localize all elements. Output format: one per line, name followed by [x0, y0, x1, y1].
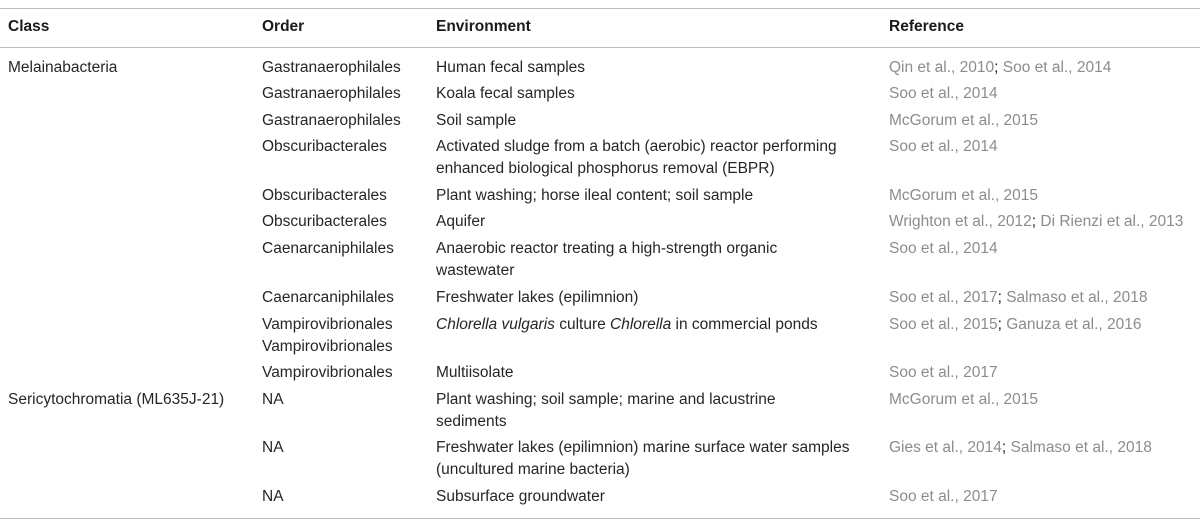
cell-order: Obscuribacterales: [262, 213, 387, 230]
cell-order: NA: [262, 439, 284, 456]
reference-link[interactable]: Salmaso et al., 2018: [1006, 289, 1148, 306]
reference-link[interactable]: McGorum et al., 2015: [889, 187, 1039, 204]
cell-reference: [889, 110, 1200, 132]
table-header-row: [0, 8, 1200, 47]
table-bottom-rule: [0, 518, 1200, 519]
cell-order: Caenarcaniphilales: [262, 240, 394, 257]
cell-reference: [889, 389, 1200, 411]
cell-environment: Koala fecal samples: [436, 85, 575, 102]
reference-link[interactable]: Soo et al., 2017: [889, 364, 998, 381]
reference-link[interactable]: Qin et al., 2010: [889, 59, 995, 76]
header-environment: Environment: [436, 18, 531, 35]
cell-order: Caenarcaniphilales: [262, 289, 394, 306]
reference-link[interactable]: McGorum et al., 2015: [889, 391, 1039, 408]
cell-environment: Plant washing; horse ileal content; soil sample: [436, 187, 754, 204]
header-reference: Reference: [889, 18, 964, 35]
cell-reference: [889, 486, 1200, 508]
cell-order: Gastranaerophilales: [262, 112, 401, 129]
cell-environment: Chlorella vulgaris culture Chlorella in commercial ponds: [436, 316, 818, 333]
cell-order: Obscuribacterales: [262, 187, 387, 204]
cell-reference: Qin et al., 2010; Soo et al., 2014: [889, 59, 1112, 76]
cell-environment: Subsurface groundwater: [436, 488, 605, 505]
cell-environment: Activated sludge from a batch (aerobic) reactor performing enhanced biological phosphorus removal (EBPR): [436, 138, 837, 177]
cell-order: Vampirovibrionales Vampirovibrionales: [262, 316, 393, 355]
reference-link[interactable]: Soo et al., 2014: [1002, 59, 1112, 76]
cell-order: Obscuribacterales: [262, 138, 387, 155]
cell-reference: Soo et al., 2017; Salmaso et al., 2018: [889, 289, 1148, 306]
cell-order: Gastranaerophilales: [262, 85, 401, 102]
cell-reference: [889, 362, 1200, 384]
reference-link[interactable]: Soo et al., 2017: [889, 488, 998, 505]
cell-reference: [889, 83, 1200, 105]
cell-reference: [889, 185, 1200, 207]
reference-link[interactable]: Di Rienzi et al., 2013: [1040, 213, 1184, 230]
cell-environment: Freshwater lakes (epilimnion) marine surface water samples (uncultured marine bacteria): [436, 439, 850, 478]
cell-environment: Plant washing; soil sample; marine and lacustrine sediments: [436, 391, 776, 430]
cell-reference: [889, 136, 1200, 158]
reference-link[interactable]: Gies et al., 2014: [889, 439, 1002, 456]
cell-environment: Multiisolate: [436, 364, 514, 381]
reference-link[interactable]: Salmaso et al., 2018: [1010, 439, 1152, 456]
cell-order: Vampirovibrionales: [262, 364, 393, 381]
header-class: Class: [8, 18, 50, 35]
reference-link[interactable]: Wrighton et al., 2012: [889, 213, 1032, 230]
reference-link[interactable]: Soo et al., 2015: [889, 316, 998, 333]
cell-class: Melainabacteria: [8, 59, 118, 76]
cell-reference: Gies et al., 2014; Salmaso et al., 2018: [889, 439, 1152, 456]
cell-reference: Wrighton et al., 2012; Di Rienzi et al., 2013: [889, 213, 1184, 230]
reference-link[interactable]: Soo et al., 2014: [889, 85, 998, 102]
reference-link[interactable]: Soo et al., 2014: [889, 240, 998, 257]
cell-order: NA: [262, 391, 284, 408]
cell-environment: Freshwater lakes (epilimnion): [436, 289, 639, 306]
cell-class: Sericytochromatia (ML635J-21): [8, 391, 225, 408]
cell-environment: Soil sample: [436, 112, 517, 129]
reference-link[interactable]: Ganuza et al., 2016: [1006, 316, 1142, 333]
table-header-rule: [0, 47, 1200, 48]
cell-environment: Aquifer: [436, 213, 486, 230]
cell-reference: [889, 238, 1200, 260]
cell-environment: Anaerobic reactor treating a high-strength organic wastewater: [436, 240, 778, 279]
reference-link[interactable]: McGorum et al., 2015: [889, 112, 1039, 129]
cell-order: NA: [262, 488, 284, 505]
reference-link[interactable]: Soo et al., 2017: [889, 289, 998, 306]
cell-environment: Human fecal samples: [436, 59, 586, 76]
reference-link[interactable]: Soo et al., 2014: [889, 138, 998, 155]
cell-order: Gastranaerophilales: [262, 59, 401, 76]
cell-reference: Soo et al., 2015; Ganuza et al., 2016: [889, 316, 1142, 333]
header-order: Order: [262, 18, 305, 35]
